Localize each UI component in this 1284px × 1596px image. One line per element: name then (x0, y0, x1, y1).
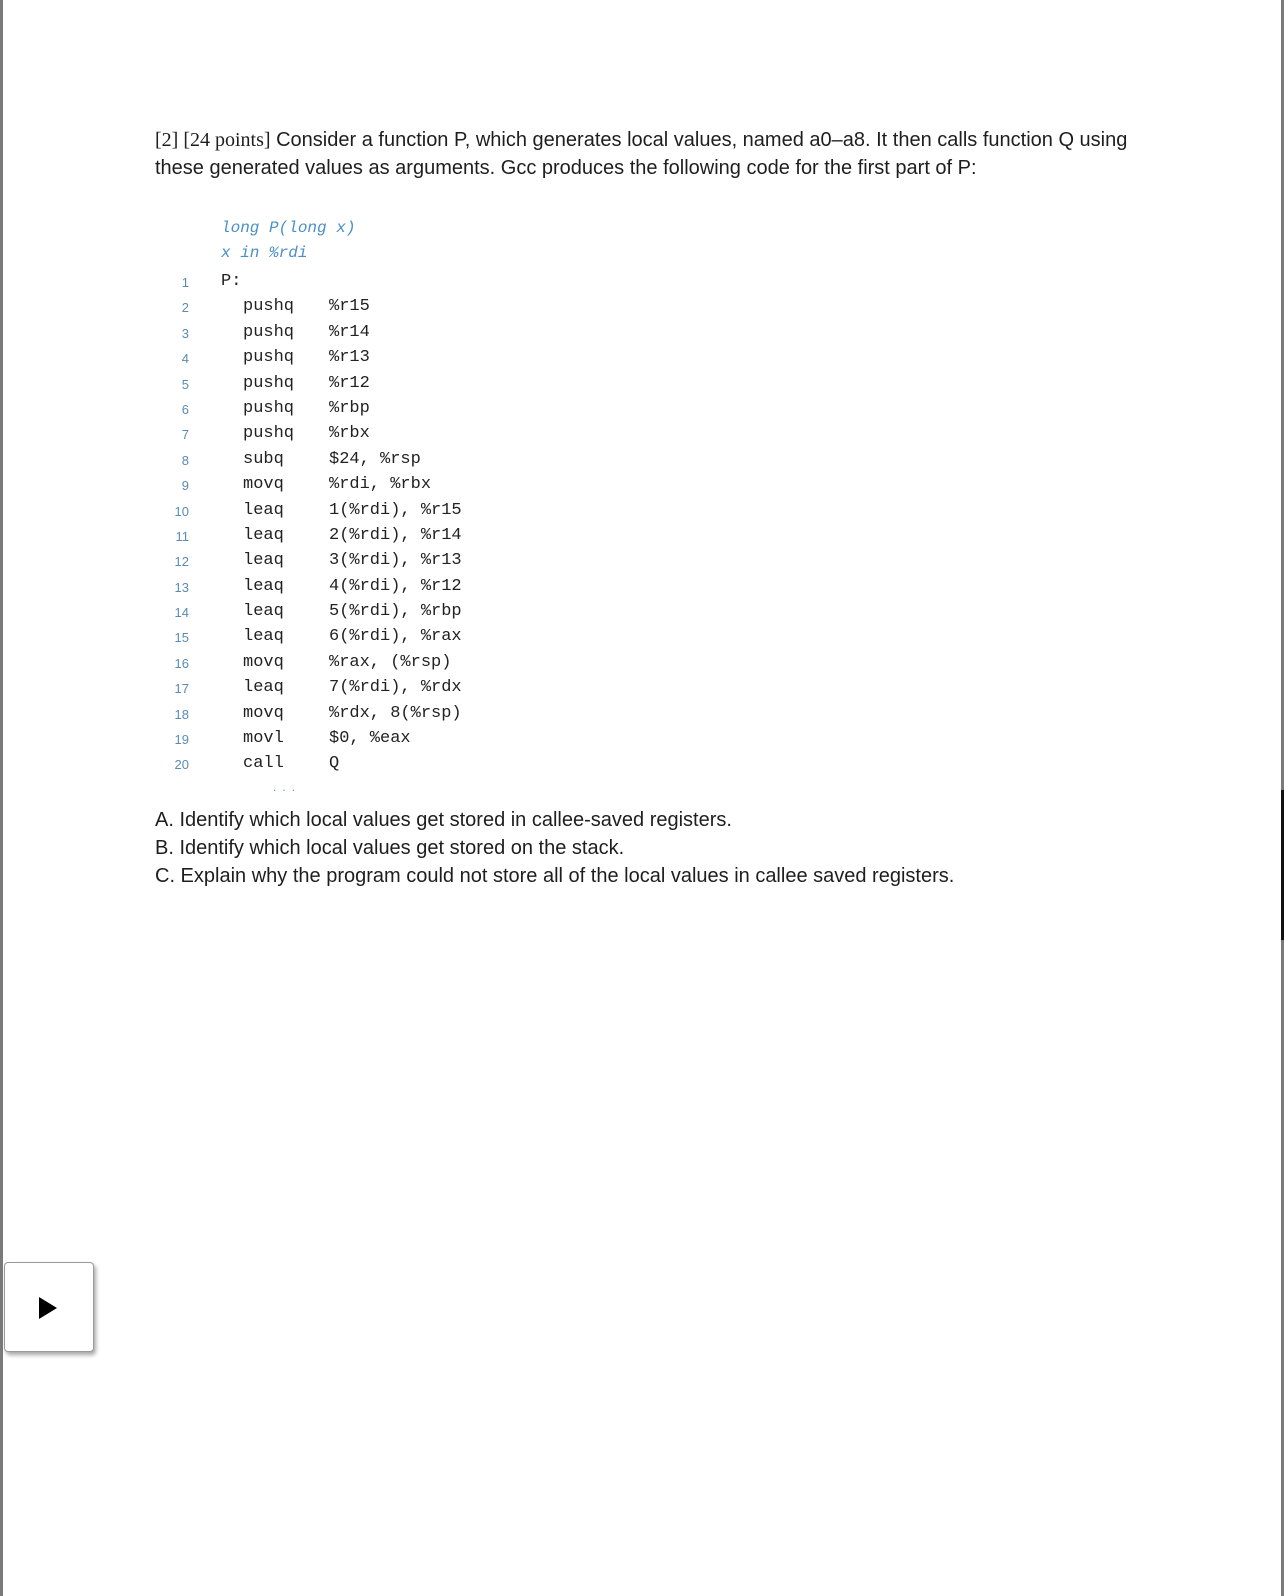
line-number: 20 (174, 757, 189, 773)
code-operands: 6(%rdi), %rax (329, 627, 462, 647)
code-opcode: leaq (243, 627, 284, 647)
line-number: 17 (174, 681, 189, 697)
line-number: 18 (174, 706, 189, 722)
code-operands: $24, %rsp (329, 449, 421, 469)
play-icon (39, 1297, 57, 1319)
code-opcode: leaq (243, 576, 284, 596)
code-opcode: movq (243, 475, 284, 495)
task-b: B. Identify which local values get stored on the stack. (155, 837, 625, 859)
code-opcode: leaq (243, 500, 284, 520)
code-opcode: leaq (243, 678, 284, 698)
code-opcode: pushq (243, 398, 295, 418)
code-opcode: pushq (243, 348, 295, 368)
code-opcode: movq (243, 703, 284, 723)
code-operands: %r12 (329, 373, 370, 393)
code-operands: Q (329, 754, 340, 774)
code-operands: %r15 (329, 297, 370, 317)
code-operands: %rbx (329, 424, 370, 444)
code-label: P: (221, 272, 242, 291)
line-number: 14 (174, 605, 189, 621)
code-operands: 7(%rdi), %rdx (329, 678, 462, 698)
code-operands: %rax, (%rsp) (329, 652, 452, 672)
code-signature: long P(long x) (221, 219, 356, 237)
code-opcode: movq (243, 652, 284, 672)
task-list (155, 806, 955, 890)
line-number: 9 (181, 478, 189, 494)
code-operands: %r13 (329, 348, 370, 368)
line-number: 7 (181, 427, 189, 443)
line-number: 6 (181, 401, 189, 417)
code-operands: 4(%rdi), %r12 (329, 576, 462, 596)
line-number: 2 (181, 300, 189, 316)
code-operands: 3(%rdi), %r13 (329, 551, 462, 571)
code-operands: $0, %eax (329, 729, 411, 749)
question-body: Consider a function P, which generates local values, named a0–a8. It then calls function Q using these generated values as arguments. Gcc produces the following code for the first part of P: (155, 129, 1128, 179)
code-operands: 2(%rdi), %r14 (329, 525, 462, 545)
code-ellipsis: ... (273, 780, 302, 794)
code-opcode: pushq (243, 322, 295, 342)
line-number: 8 (181, 452, 189, 468)
code-opcode: subq (243, 449, 284, 469)
code-opcode: leaq (243, 602, 284, 622)
play-button[interactable] (4, 1262, 94, 1352)
line-number: 3 (181, 325, 189, 341)
code-operands: %r14 (329, 322, 370, 342)
line-number: 12 (174, 554, 189, 570)
line-number: 13 (174, 579, 189, 595)
line-number: 10 (174, 503, 189, 519)
code-operands: 1(%rdi), %r15 (329, 500, 462, 520)
line-number: 5 (181, 376, 189, 392)
code-opcode: pushq (243, 424, 295, 444)
code-opcode: leaq (243, 525, 284, 545)
document-page (3, 0, 1281, 1596)
code-operands: 5(%rdi), %rbp (329, 602, 462, 622)
task-c: C. Explain why the program could not store all of the local values in callee saved registers. (155, 865, 955, 887)
code-operands: %rdx, 8(%rsp) (329, 703, 462, 723)
line-number: 11 (175, 528, 189, 544)
line-number: 1 (181, 275, 189, 290)
code-param-note: x in %rdi (221, 244, 308, 262)
code-operands: %rdi, %rbx (329, 475, 432, 495)
code-opcode: call (243, 754, 284, 774)
question-text (155, 126, 1145, 182)
line-number: 16 (174, 655, 189, 671)
question-number: [2] [24 points] (155, 129, 271, 151)
code-opcode: pushq (243, 297, 295, 317)
task-a: A. Identify which local values get stored in callee-saved registers. (155, 809, 732, 831)
line-number: 19 (174, 732, 189, 748)
code-opcode: pushq (243, 373, 295, 393)
code-operands: %rbp (329, 398, 370, 418)
code-opcode: leaq (243, 551, 284, 571)
code-opcode: movl (243, 729, 284, 749)
line-number: 15 (174, 630, 189, 646)
line-number: 4 (181, 351, 189, 367)
